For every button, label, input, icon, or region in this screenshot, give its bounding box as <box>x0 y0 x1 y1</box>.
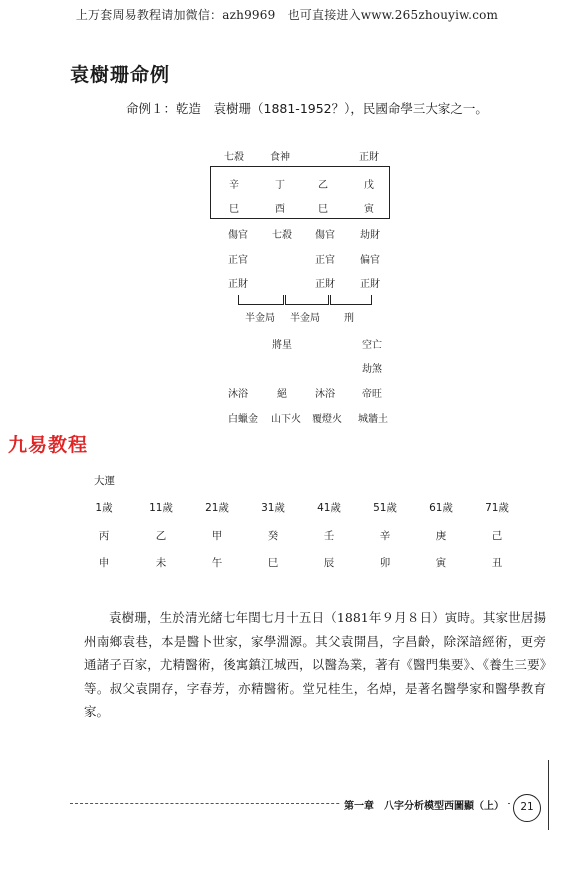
hidden-god: 傷官 <box>315 230 335 241</box>
combo-label: 半金局 <box>290 313 320 324</box>
dayun-stem: 丙 <box>98 530 110 542</box>
life-phase: 沐浴 <box>315 389 335 400</box>
page-title: 袁樹珊命例 <box>70 64 171 86</box>
dayun-stem: 壬 <box>323 530 335 542</box>
star-kongwang: 空亡 <box>362 340 382 351</box>
pillar-stem: 丁 <box>275 180 285 191</box>
dayun-branch: 丑 <box>491 557 503 569</box>
pillar-stem: 乙 <box>318 180 328 191</box>
dayun-stem: 癸 <box>267 530 279 542</box>
dayun-stem: 甲 <box>211 530 223 542</box>
hidden-god: 偏官 <box>360 255 380 266</box>
pillar-branch: 巳 <box>229 204 239 215</box>
hidden-god: 正官 <box>228 255 248 266</box>
pillar-branch: 酉 <box>275 204 285 215</box>
dayun-age: 61歲 <box>429 502 453 514</box>
page-edge-rule <box>548 760 549 830</box>
hidden-god: 正財 <box>228 279 248 290</box>
page-number: 21 <box>513 794 541 822</box>
nayin: 白蠟金 <box>228 414 258 425</box>
top-god: 食神 <box>270 152 290 163</box>
life-phase: 沐浴 <box>228 389 248 400</box>
hidden-god: 七殺 <box>272 230 292 241</box>
chapter-footer: 第一章 八字分析模型西圖顯（上） <box>340 797 508 812</box>
dayun-age: 11歲 <box>149 502 173 514</box>
dayun-branch: 申 <box>98 557 110 569</box>
header-ad-text: 上万套周易教程请加微信：azh9969 也可直接进入www.265zhouyiw.com <box>75 8 499 22</box>
hidden-god: 傷官 <box>228 230 248 241</box>
hidden-god: 正官 <box>315 255 335 266</box>
dayun-stem: 庚 <box>435 530 447 542</box>
pillar-branch: 巳 <box>318 204 328 215</box>
dayun-age: 31歲 <box>261 502 285 514</box>
pillar-branch: 寅 <box>364 204 374 215</box>
dayun-branch: 卯 <box>379 557 391 569</box>
combo-bracket <box>238 295 284 305</box>
nayin: 覆燈火 <box>312 414 342 425</box>
top-god: 正財 <box>359 152 379 163</box>
star-jiesha: 劫煞 <box>362 364 382 375</box>
dayun-branch: 午 <box>211 557 223 569</box>
dayun-branch: 未 <box>155 557 167 569</box>
combo-bracket <box>285 295 329 305</box>
combo-bracket <box>330 295 372 305</box>
dayun-age: 51歲 <box>373 502 397 514</box>
biography-paragraph: 袁樹珊，生於清光緒七年閏七月十五日（1881年９月８日）寅時。其家世居揚州南鄉袁巷，本是醫卜世家，家學淵源。其父袁開昌，字昌齡，除深諳經術，更旁通諸子百家，尤精醫術，後寓鎮江城西，以醫為業，著有《醫門集要》、《養生三要》等。叔父袁開存，字春芳，亦精醫術。堂兄桂生，名焯，是著名醫學家和醫學教育家。 <box>84 610 546 720</box>
brand-watermark: 九易教程 <box>8 434 89 456</box>
dayun-stem: 己 <box>491 530 503 542</box>
biography-text <box>84 606 546 724</box>
pillar-stem: 辛 <box>229 180 239 191</box>
life-phase: 帝旺 <box>362 389 382 400</box>
combo-label: 刑 <box>344 313 354 324</box>
dayun-branch: 寅 <box>435 557 447 569</box>
dayun-branch: 辰 <box>323 557 335 569</box>
dayun-age: 41歲 <box>317 502 341 514</box>
dayun-title: 大運 <box>94 475 115 487</box>
dayun-branch: 巳 <box>267 557 279 569</box>
dayun-stem: 乙 <box>155 530 167 542</box>
hidden-god: 劫財 <box>360 230 380 241</box>
nayin: 山下火 <box>271 414 301 425</box>
life-phase: 絕 <box>277 389 287 400</box>
nayin: 城牆土 <box>358 414 388 425</box>
dayun-age: 1歲 <box>95 502 113 514</box>
hidden-god: 正財 <box>315 279 335 290</box>
hidden-god: 正財 <box>360 279 380 290</box>
pillar-stem: 戊 <box>364 180 374 191</box>
dayun-age: 71歲 <box>485 502 509 514</box>
case-subtitle: 命例１：乾造 袁樹珊（1881-1952？），民國命學三大家之一。 <box>126 101 488 116</box>
combo-label: 半金局 <box>245 313 275 324</box>
dayun-stem: 辛 <box>379 530 391 542</box>
star-jiangxing: 將星 <box>272 340 292 351</box>
dayun-age: 21歲 <box>205 502 229 514</box>
top-god: 七殺 <box>224 152 244 163</box>
